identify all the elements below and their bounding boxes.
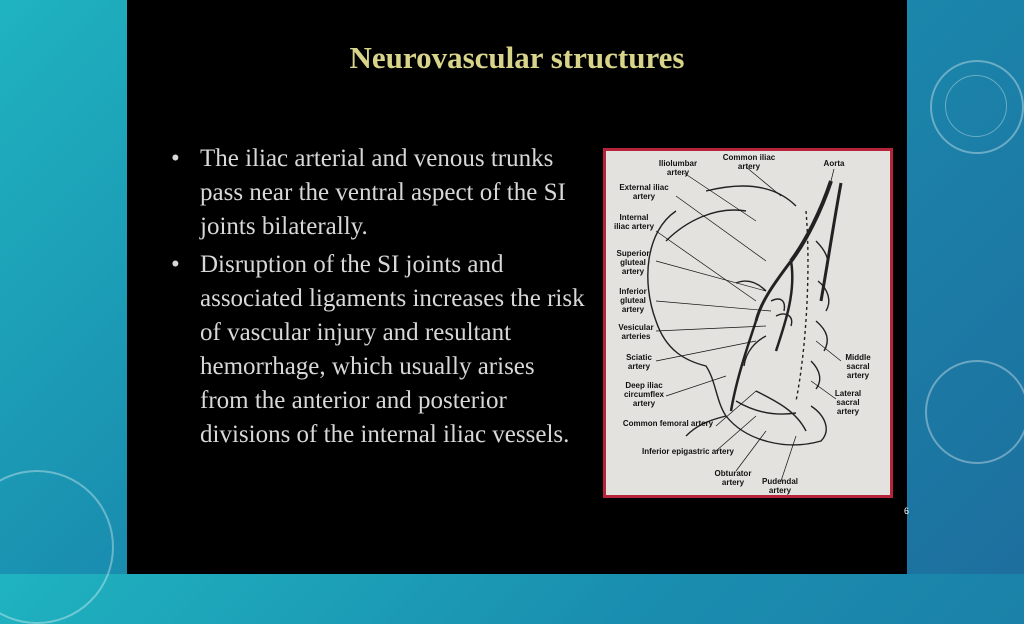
bullet-item: • Disruption of the SI joints and associated ligaments increases the risk of vascular injury and resultant hemorrhage, which usually arises from the anterior and posterior divisions of the internal iliac vessels.: [167, 248, 587, 452]
label-aorta: Aorta: [823, 159, 845, 168]
anatomy-figure: [603, 148, 893, 498]
label-inferior-gluteal-artery: Inferior gluteal artery: [619, 287, 647, 314]
label-pudendal-artery: Pudendal artery: [761, 477, 798, 495]
bullet-item: • The iliac arterial and venous trunks pass near the ventral aspect of the SI joints bilaterally.: [167, 142, 587, 244]
label-internal-iliac-artery: Internal iliac artery: [613, 213, 655, 231]
label-sciatic-artery: Sciatic artery: [626, 353, 652, 371]
label-obturator-artery: Obturator artery: [714, 469, 752, 487]
label-inferior-epigastric-artery: Inferior epigastric artery: [641, 447, 735, 456]
label-vesicular-arteries: Vesicular arteries: [618, 323, 654, 341]
label-lateral-sacral-artery: Lateral sacral artery: [834, 389, 862, 416]
label-common-femoral-artery: Common femoral artery: [622, 419, 714, 428]
background-decoration: [0, 470, 114, 624]
slide-title: Neurovascular structures: [349, 40, 685, 75]
slide: [127, 0, 910, 574]
label-deep-iliac-circumflex-artery: Deep iliac circumflex artery: [623, 381, 665, 408]
label-common-iliac-artery: Common iliac artery: [722, 153, 776, 171]
label-superior-gluteal-artery: Superior gluteal artery: [616, 249, 650, 276]
label-iliolumbar-artery: Iliolumbar artery: [658, 159, 698, 177]
label-external-iliac-artery: External iliac artery: [619, 183, 669, 201]
label-middle-sacral-artery: Middle sacral artery: [845, 353, 871, 380]
page-number: 6: [904, 506, 910, 516]
bullet-list: [167, 142, 587, 456]
background-decoration: [945, 75, 1007, 137]
background-decoration: [925, 360, 1024, 464]
